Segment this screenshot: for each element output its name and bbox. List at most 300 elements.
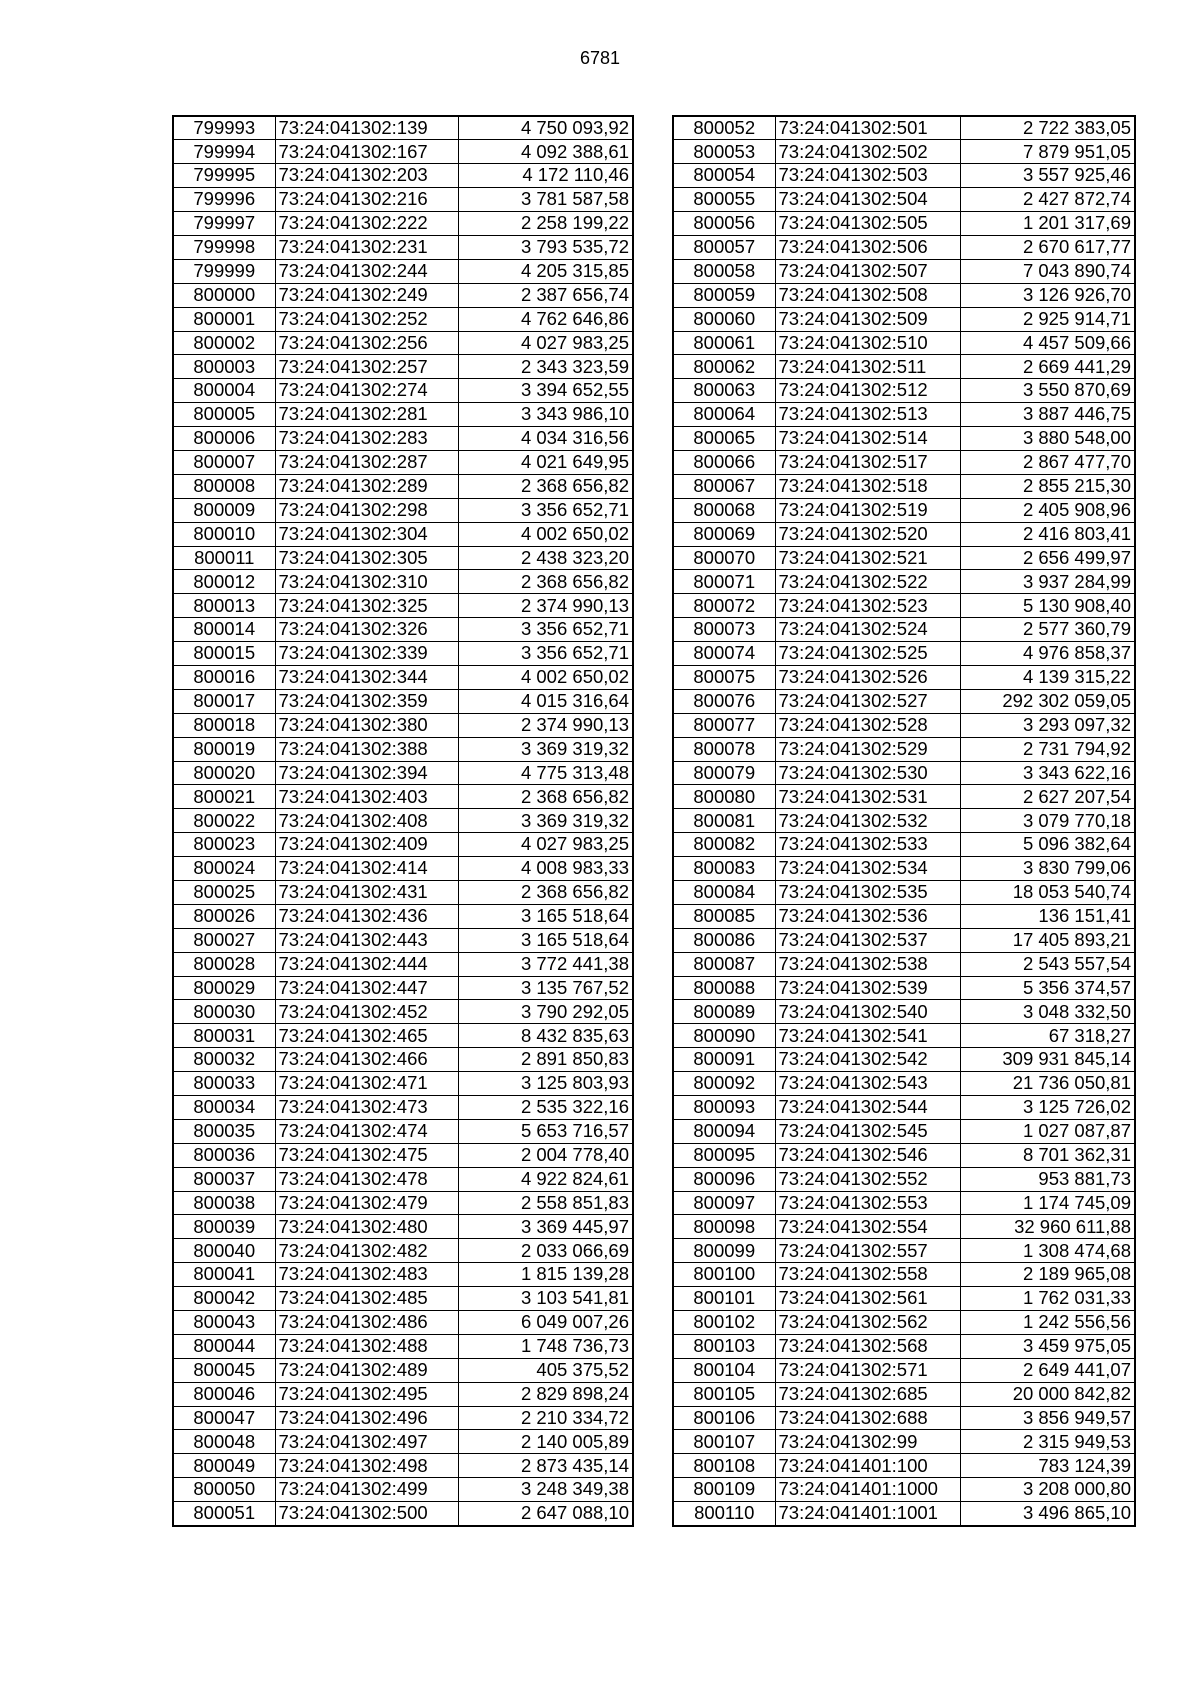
record-number-cell: 800066 bbox=[673, 450, 775, 474]
record-number-cell: 800108 bbox=[673, 1454, 775, 1478]
cadastral-number-cell: 73:24:041302:508 bbox=[775, 283, 960, 307]
cadastral-number-cell: 73:24:041302:167 bbox=[275, 140, 458, 164]
table-row bbox=[173, 1191, 633, 1215]
record-number-cell: 800007 bbox=[173, 450, 275, 474]
record-number-cell: 800104 bbox=[673, 1358, 775, 1382]
table-row bbox=[673, 1215, 1135, 1239]
value-cell: 4 750 093,92 bbox=[458, 116, 633, 140]
value-cell: 2 535 322,16 bbox=[458, 1096, 633, 1120]
record-number-cell: 800073 bbox=[673, 618, 775, 642]
record-number-cell: 800100 bbox=[673, 1263, 775, 1287]
cadastral-number-cell: 73:24:041302:514 bbox=[775, 427, 960, 451]
cadastral-number-cell: 73:24:041302:252 bbox=[275, 307, 458, 331]
cadastral-number-cell: 73:24:041302:249 bbox=[275, 283, 458, 307]
cadastral-number-cell: 73:24:041302:541 bbox=[775, 1024, 960, 1048]
value-cell: 2 004 778,40 bbox=[458, 1143, 633, 1167]
cadastral-number-cell: 73:24:041302:483 bbox=[275, 1263, 458, 1287]
value-cell: 5 653 716,57 bbox=[458, 1119, 633, 1143]
cadastral-number-cell: 73:24:041302:530 bbox=[775, 761, 960, 785]
table-row bbox=[673, 1024, 1135, 1048]
table-row bbox=[173, 331, 633, 355]
table-row bbox=[173, 785, 633, 809]
cadastral-number-cell: 73:24:041302:482 bbox=[275, 1239, 458, 1263]
table-row bbox=[173, 761, 633, 785]
cadastral-number-cell: 73:24:041302:554 bbox=[775, 1215, 960, 1239]
record-number-cell: 800088 bbox=[673, 976, 775, 1000]
record-number-cell: 800052 bbox=[673, 116, 775, 140]
record-number-cell: 800026 bbox=[173, 904, 275, 928]
record-number-cell: 800058 bbox=[673, 259, 775, 283]
record-number-cell: 800012 bbox=[173, 570, 275, 594]
value-cell: 3 356 652,71 bbox=[458, 642, 633, 666]
value-cell: 292 302 059,05 bbox=[960, 689, 1135, 713]
record-number-cell: 800035 bbox=[173, 1119, 275, 1143]
table-row bbox=[173, 952, 633, 976]
value-cell: 3 343 986,10 bbox=[458, 403, 633, 427]
record-number-cell: 800045 bbox=[173, 1358, 275, 1382]
cadastral-number-cell: 73:24:041302:216 bbox=[275, 188, 458, 212]
table-row bbox=[173, 1478, 633, 1502]
value-cell: 3 369 319,32 bbox=[458, 737, 633, 761]
value-cell: 2 867 477,70 bbox=[960, 450, 1135, 474]
table-row bbox=[173, 379, 633, 403]
cadastral-number-cell: 73:24:041302:489 bbox=[275, 1358, 458, 1382]
value-cell: 4 922 824,61 bbox=[458, 1167, 633, 1191]
record-number-cell: 800097 bbox=[673, 1191, 775, 1215]
cadastral-number-cell: 73:24:041302:475 bbox=[275, 1143, 458, 1167]
table-row bbox=[173, 1382, 633, 1406]
value-cell: 2 140 005,89 bbox=[458, 1430, 633, 1454]
value-cell: 136 151,41 bbox=[960, 904, 1135, 928]
table-row bbox=[673, 1382, 1135, 1406]
record-number-cell: 800086 bbox=[673, 928, 775, 952]
value-cell: 4 015 316,64 bbox=[458, 689, 633, 713]
record-number-cell: 800077 bbox=[673, 713, 775, 737]
cadastral-number-cell: 73:24:041302:325 bbox=[275, 594, 458, 618]
table-row bbox=[173, 1311, 633, 1335]
cadastral-number-cell: 73:24:041302:403 bbox=[275, 785, 458, 809]
cadastral-number-cell: 73:24:041302:545 bbox=[775, 1119, 960, 1143]
cadastral-number-cell: 73:24:041302:244 bbox=[275, 259, 458, 283]
cadastral-number-cell: 73:24:041302:540 bbox=[775, 1000, 960, 1024]
cadastral-number-cell: 73:24:041302:256 bbox=[275, 331, 458, 355]
table-row bbox=[673, 1096, 1135, 1120]
cadastral-number-cell: 73:24:041302:536 bbox=[775, 904, 960, 928]
cadastral-number-cell: 73:24:041302:523 bbox=[775, 594, 960, 618]
value-cell: 3 459 975,05 bbox=[960, 1334, 1135, 1358]
table-row bbox=[173, 1287, 633, 1311]
table-row bbox=[173, 235, 633, 259]
cadastral-number-cell: 73:24:041302:485 bbox=[275, 1287, 458, 1311]
record-number-cell: 800047 bbox=[173, 1406, 275, 1430]
cadastral-number-cell: 73:24:041401:1001 bbox=[775, 1502, 960, 1526]
table-row bbox=[173, 259, 633, 283]
table-row bbox=[673, 307, 1135, 331]
cadastral-number-cell: 73:24:041302:447 bbox=[275, 976, 458, 1000]
cadastral-number-cell: 73:24:041302:557 bbox=[775, 1239, 960, 1263]
record-number-cell: 800080 bbox=[673, 785, 775, 809]
value-cell: 3 937 284,99 bbox=[960, 570, 1135, 594]
cadastral-number-cell: 73:24:041302:506 bbox=[775, 235, 960, 259]
table-row bbox=[173, 1430, 633, 1454]
value-cell: 2 925 914,71 bbox=[960, 307, 1135, 331]
value-cell: 3 343 622,16 bbox=[960, 761, 1135, 785]
value-cell: 4 976 858,37 bbox=[960, 642, 1135, 666]
cadastral-number-cell: 73:24:041302:544 bbox=[775, 1096, 960, 1120]
table-row bbox=[173, 1454, 633, 1478]
table-row bbox=[173, 689, 633, 713]
page-number: 6781 bbox=[579, 48, 621, 68]
table-row bbox=[673, 1478, 1135, 1502]
value-cell: 2 315 949,53 bbox=[960, 1430, 1135, 1454]
value-cell: 6 049 007,26 bbox=[458, 1311, 633, 1335]
cadastral-number-cell: 73:24:041302:532 bbox=[775, 809, 960, 833]
value-cell: 3 079 770,18 bbox=[960, 809, 1135, 833]
cadastral-number-cell: 73:24:041302:517 bbox=[775, 450, 960, 474]
cadastral-number-cell: 73:24:041302:518 bbox=[775, 474, 960, 498]
cadastral-number-cell: 73:24:041302:558 bbox=[775, 1263, 960, 1287]
record-number-cell: 800011 bbox=[173, 546, 275, 570]
record-number-cell: 800105 bbox=[673, 1382, 775, 1406]
table-row bbox=[673, 1048, 1135, 1072]
table-row bbox=[173, 1406, 633, 1430]
record-number-cell: 800015 bbox=[173, 642, 275, 666]
cadastral-number-cell: 73:24:041302:525 bbox=[775, 642, 960, 666]
cadastral-number-cell: 73:24:041302:496 bbox=[275, 1406, 458, 1430]
record-number-cell: 800048 bbox=[173, 1430, 275, 1454]
record-number-cell: 800081 bbox=[673, 809, 775, 833]
record-number-cell: 800106 bbox=[673, 1406, 775, 1430]
record-number-cell: 800046 bbox=[173, 1382, 275, 1406]
cadastral-number-cell: 73:24:041302:529 bbox=[775, 737, 960, 761]
table-row bbox=[173, 570, 633, 594]
record-number-cell: 800090 bbox=[673, 1024, 775, 1048]
record-number-cell: 800092 bbox=[673, 1072, 775, 1096]
table-row bbox=[173, 522, 633, 546]
table-row bbox=[673, 1191, 1135, 1215]
table-row bbox=[673, 474, 1135, 498]
record-number-cell: 800044 bbox=[173, 1334, 275, 1358]
table-row bbox=[173, 140, 633, 164]
value-cell: 1 748 736,73 bbox=[458, 1334, 633, 1358]
table-row bbox=[673, 403, 1135, 427]
cadastral-number-cell: 73:24:041302:510 bbox=[775, 331, 960, 355]
value-cell: 2 577 360,79 bbox=[960, 618, 1135, 642]
record-number-cell: 800109 bbox=[673, 1478, 775, 1502]
record-number-cell: 800076 bbox=[673, 689, 775, 713]
table-row bbox=[673, 594, 1135, 618]
value-cell: 4 027 983,25 bbox=[458, 331, 633, 355]
value-cell: 1 308 474,68 bbox=[960, 1239, 1135, 1263]
cadastral-number-cell: 73:24:041302:339 bbox=[275, 642, 458, 666]
record-number-cell: 800022 bbox=[173, 809, 275, 833]
record-number-cell: 800036 bbox=[173, 1143, 275, 1167]
record-number-cell: 800034 bbox=[173, 1096, 275, 1120]
value-cell: 1 242 556,56 bbox=[960, 1311, 1135, 1335]
value-cell: 309 931 845,14 bbox=[960, 1048, 1135, 1072]
cadastral-number-cell: 73:24:041302:504 bbox=[775, 188, 960, 212]
table-row bbox=[673, 498, 1135, 522]
value-cell: 2 855 215,30 bbox=[960, 474, 1135, 498]
record-number-cell: 800079 bbox=[673, 761, 775, 785]
record-number-cell: 800050 bbox=[173, 1478, 275, 1502]
value-cell: 2 258 199,22 bbox=[458, 212, 633, 236]
value-cell: 1 762 031,33 bbox=[960, 1287, 1135, 1311]
table-row bbox=[173, 713, 633, 737]
record-number-cell: 800040 bbox=[173, 1239, 275, 1263]
table-row bbox=[173, 1096, 633, 1120]
cadastral-number-cell: 73:24:041302:522 bbox=[775, 570, 960, 594]
cadastral-number-cell: 73:24:041302:562 bbox=[775, 1311, 960, 1335]
table-row bbox=[673, 1072, 1135, 1096]
value-cell: 4 205 315,85 bbox=[458, 259, 633, 283]
cadastral-number-cell: 73:24:041302:414 bbox=[275, 857, 458, 881]
record-number-cell: 800082 bbox=[673, 833, 775, 857]
record-number-cell: 800060 bbox=[673, 307, 775, 331]
record-number-cell: 800062 bbox=[673, 355, 775, 379]
cadastral-number-cell: 73:24:041302:222 bbox=[275, 212, 458, 236]
cadastral-number-cell: 73:24:041302:527 bbox=[775, 689, 960, 713]
record-number-cell: 800110 bbox=[673, 1502, 775, 1526]
record-number-cell: 800063 bbox=[673, 379, 775, 403]
cadastral-table-left bbox=[172, 115, 634, 1527]
record-number-cell: 800033 bbox=[173, 1072, 275, 1096]
value-cell: 3 208 000,80 bbox=[960, 1478, 1135, 1502]
table-row bbox=[673, 1239, 1135, 1263]
record-number-cell: 800067 bbox=[673, 474, 775, 498]
table-row bbox=[173, 1358, 633, 1382]
table-row bbox=[173, 928, 633, 952]
cadastral-number-cell: 73:24:041302:498 bbox=[275, 1454, 458, 1478]
record-number-cell: 800039 bbox=[173, 1215, 275, 1239]
record-number-cell: 800020 bbox=[173, 761, 275, 785]
value-cell: 3 165 518,64 bbox=[458, 904, 633, 928]
record-number-cell: 800031 bbox=[173, 1024, 275, 1048]
value-cell: 2 368 656,82 bbox=[458, 570, 633, 594]
cadastral-number-cell: 73:24:041302:99 bbox=[775, 1430, 960, 1454]
cadastral-number-cell: 73:24:041302:486 bbox=[275, 1311, 458, 1335]
cadastral-number-cell: 73:24:041302:380 bbox=[275, 713, 458, 737]
value-cell: 3 790 292,05 bbox=[458, 1000, 633, 1024]
record-number-cell: 800083 bbox=[673, 857, 775, 881]
table-row bbox=[173, 976, 633, 1000]
table-row bbox=[173, 450, 633, 474]
record-number-cell: 800021 bbox=[173, 785, 275, 809]
cadastral-number-cell: 73:24:041302:501 bbox=[775, 116, 960, 140]
table-row bbox=[173, 498, 633, 522]
table-row bbox=[673, 1502, 1135, 1526]
table-row bbox=[173, 594, 633, 618]
table-row bbox=[673, 450, 1135, 474]
cadastral-number-cell: 73:24:041302:452 bbox=[275, 1000, 458, 1024]
cadastral-number-cell: 73:24:041302:533 bbox=[775, 833, 960, 857]
table-row bbox=[673, 140, 1135, 164]
cadastral-number-cell: 73:24:041302:513 bbox=[775, 403, 960, 427]
value-cell: 7 879 951,05 bbox=[960, 140, 1135, 164]
record-number-cell: 800038 bbox=[173, 1191, 275, 1215]
record-number-cell: 800095 bbox=[673, 1143, 775, 1167]
record-number-cell: 800093 bbox=[673, 1096, 775, 1120]
value-cell: 3 125 726,02 bbox=[960, 1096, 1135, 1120]
value-cell: 3 126 926,70 bbox=[960, 283, 1135, 307]
value-cell: 3 557 925,46 bbox=[960, 164, 1135, 188]
value-cell: 2 891 850,83 bbox=[458, 1048, 633, 1072]
cadastral-number-cell: 73:24:041302:520 bbox=[775, 522, 960, 546]
record-number-cell: 800061 bbox=[673, 331, 775, 355]
value-cell: 1 174 745,09 bbox=[960, 1191, 1135, 1215]
value-cell: 3 103 541,81 bbox=[458, 1287, 633, 1311]
cadastral-number-cell: 73:24:041302:552 bbox=[775, 1167, 960, 1191]
value-cell: 2 033 066,69 bbox=[458, 1239, 633, 1263]
cadastral-number-cell: 73:24:041302:443 bbox=[275, 928, 458, 952]
table-row bbox=[173, 1072, 633, 1096]
cadastral-number-cell: 73:24:041302:499 bbox=[275, 1478, 458, 1502]
table-row bbox=[173, 1024, 633, 1048]
record-number-cell: 800002 bbox=[173, 331, 275, 355]
value-cell: 5 096 382,64 bbox=[960, 833, 1135, 857]
record-number-cell: 800000 bbox=[173, 283, 275, 307]
table-row bbox=[673, 1263, 1135, 1287]
table-row bbox=[673, 235, 1135, 259]
record-number-cell: 800102 bbox=[673, 1311, 775, 1335]
value-cell: 3 356 652,71 bbox=[458, 498, 633, 522]
record-number-cell: 800009 bbox=[173, 498, 275, 522]
value-cell: 2 368 656,82 bbox=[458, 474, 633, 498]
record-number-cell: 800075 bbox=[673, 665, 775, 689]
record-number-cell: 800010 bbox=[173, 522, 275, 546]
cadastral-number-cell: 73:24:041302:431 bbox=[275, 881, 458, 905]
value-cell: 2 438 323,20 bbox=[458, 546, 633, 570]
value-cell: 4 172 110,46 bbox=[458, 164, 633, 188]
record-number-cell: 800029 bbox=[173, 976, 275, 1000]
table-row bbox=[673, 689, 1135, 713]
table-row bbox=[673, 355, 1135, 379]
value-cell: 2 387 656,74 bbox=[458, 283, 633, 307]
record-number-cell: 799993 bbox=[173, 116, 275, 140]
table-row bbox=[673, 1406, 1135, 1430]
value-cell: 4 002 650,02 bbox=[458, 665, 633, 689]
cadastral-number-cell: 73:24:041302:394 bbox=[275, 761, 458, 785]
table-row bbox=[173, 474, 633, 498]
cadastral-number-cell: 73:24:041302:344 bbox=[275, 665, 458, 689]
record-number-cell: 800085 bbox=[673, 904, 775, 928]
value-cell: 2 416 803,41 bbox=[960, 522, 1135, 546]
table-row bbox=[673, 665, 1135, 689]
value-cell: 5 356 374,57 bbox=[960, 976, 1135, 1000]
table-row bbox=[673, 1143, 1135, 1167]
table-row bbox=[173, 1215, 633, 1239]
table-row bbox=[673, 283, 1135, 307]
record-number-cell: 800025 bbox=[173, 881, 275, 905]
cadastral-number-cell: 73:24:041302:512 bbox=[775, 379, 960, 403]
record-number-cell: 800003 bbox=[173, 355, 275, 379]
value-cell: 7 043 890,74 bbox=[960, 259, 1135, 283]
value-cell: 20 000 842,82 bbox=[960, 1382, 1135, 1406]
table-row bbox=[673, 904, 1135, 928]
value-cell: 2 374 990,13 bbox=[458, 594, 633, 618]
cadastral-number-cell: 73:24:041302:507 bbox=[775, 259, 960, 283]
value-cell: 4 775 313,48 bbox=[458, 761, 633, 785]
record-number-cell: 800005 bbox=[173, 403, 275, 427]
table-row bbox=[173, 737, 633, 761]
value-cell: 18 053 540,74 bbox=[960, 881, 1135, 905]
value-cell: 3 793 535,72 bbox=[458, 235, 633, 259]
record-number-cell: 800017 bbox=[173, 689, 275, 713]
table-row bbox=[673, 785, 1135, 809]
record-number-cell: 799997 bbox=[173, 212, 275, 236]
cadastral-number-cell: 73:24:041302:561 bbox=[775, 1287, 960, 1311]
cadastral-number-cell: 73:24:041302:685 bbox=[775, 1382, 960, 1406]
value-cell: 2 873 435,14 bbox=[458, 1454, 633, 1478]
cadastral-number-cell: 73:24:041302:479 bbox=[275, 1191, 458, 1215]
cadastral-number-cell: 73:24:041302:478 bbox=[275, 1167, 458, 1191]
cadastral-number-cell: 73:24:041302:289 bbox=[275, 474, 458, 498]
value-cell: 3 830 799,06 bbox=[960, 857, 1135, 881]
record-number-cell: 800089 bbox=[673, 1000, 775, 1024]
cadastral-number-cell: 73:24:041302:526 bbox=[775, 665, 960, 689]
value-cell: 2 722 383,05 bbox=[960, 116, 1135, 140]
cadastral-number-cell: 73:24:041302:524 bbox=[775, 618, 960, 642]
value-cell: 4 008 983,33 bbox=[458, 857, 633, 881]
cadastral-number-cell: 73:24:041302:310 bbox=[275, 570, 458, 594]
table-row bbox=[173, 881, 633, 905]
record-number-cell: 800068 bbox=[673, 498, 775, 522]
value-cell: 2 210 334,72 bbox=[458, 1406, 633, 1430]
table-row bbox=[673, 164, 1135, 188]
cadastral-number-cell: 73:24:041302:535 bbox=[775, 881, 960, 905]
value-cell: 3 048 332,50 bbox=[960, 1000, 1135, 1024]
table-row bbox=[173, 1143, 633, 1167]
record-number-cell: 799994 bbox=[173, 140, 275, 164]
table-row bbox=[673, 427, 1135, 451]
table-row bbox=[673, 952, 1135, 976]
cadastral-number-cell: 73:24:041302:511 bbox=[775, 355, 960, 379]
cadastral-number-cell: 73:24:041302:534 bbox=[775, 857, 960, 881]
cadastral-number-cell: 73:24:041302:281 bbox=[275, 403, 458, 427]
record-number-cell: 800071 bbox=[673, 570, 775, 594]
record-number-cell: 800099 bbox=[673, 1239, 775, 1263]
table-row bbox=[673, 546, 1135, 570]
value-cell: 4 034 316,56 bbox=[458, 427, 633, 451]
cadastral-number-cell: 73:24:041302:359 bbox=[275, 689, 458, 713]
cadastral-number-cell: 73:24:041401:1000 bbox=[775, 1478, 960, 1502]
value-cell: 2 543 557,54 bbox=[960, 952, 1135, 976]
table-row bbox=[173, 1119, 633, 1143]
value-cell: 2 731 794,92 bbox=[960, 737, 1135, 761]
record-number-cell: 800051 bbox=[173, 1502, 275, 1526]
table-row bbox=[173, 904, 633, 928]
table-row bbox=[673, 259, 1135, 283]
cadastral-number-cell: 73:24:041302:473 bbox=[275, 1096, 458, 1120]
record-number-cell: 800084 bbox=[673, 881, 775, 905]
record-number-cell: 800098 bbox=[673, 1215, 775, 1239]
value-cell: 4 002 650,02 bbox=[458, 522, 633, 546]
record-number-cell: 799998 bbox=[173, 235, 275, 259]
value-cell: 4 457 509,66 bbox=[960, 331, 1135, 355]
value-cell: 3 887 446,75 bbox=[960, 403, 1135, 427]
record-number-cell: 800070 bbox=[673, 546, 775, 570]
value-cell: 3 880 548,00 bbox=[960, 427, 1135, 451]
value-cell: 783 124,39 bbox=[960, 1454, 1135, 1478]
cadastral-number-cell: 73:24:041302:502 bbox=[775, 140, 960, 164]
table-row bbox=[173, 188, 633, 212]
record-number-cell: 800056 bbox=[673, 212, 775, 236]
cadastral-number-cell: 73:24:041302:283 bbox=[275, 427, 458, 451]
table-row bbox=[173, 355, 633, 379]
record-number-cell: 800054 bbox=[673, 164, 775, 188]
value-cell: 8 701 362,31 bbox=[960, 1143, 1135, 1167]
table-row bbox=[173, 1048, 633, 1072]
